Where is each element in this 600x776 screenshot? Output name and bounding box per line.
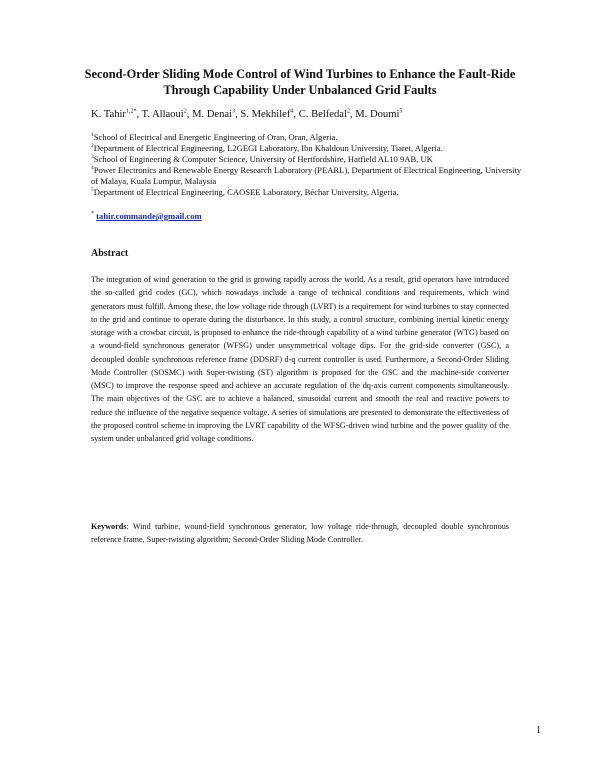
keywords-label: Keywords [91,522,127,531]
author-mark: 3 [232,108,236,115]
affiliation: $^2$Department of Electrical Engineering, L2GEGI Laboratory, Ibn Khaldoun University, Tiaret, Algeria. [91,143,443,153]
paper-title: Second-Order Sliding Mode Control of Wind Turbines to Enhance the Fault-Ride Through Capability Under Unbalanced Grid Faults [84,67,516,97]
author: M. Denai$^3$, [192,108,241,120]
keywords-text: : Wind turbine, wound-field synchronous generator, low voltage ride-through, decoupled double synchronous reference frame, Super-twisting algorithm; Second-Order Sliding Mode Controller. [91,522,509,545]
corresponding-mark: * [91,211,94,218]
author-list [91,108,531,122]
abstract-heading: Abstract [91,248,129,259]
affiliation: $^4$Power Electronics and Renewable Energy Research Laboratory (PEARL), Department of Electrical Engineering, University of Malaya, Kuala Lumpur, Malaysia [91,165,522,186]
abstract-text: The integration of wind generation to the grid is growing rapidly across the world. As a result, grid operators have introduced the so-called grid codes (GC), which nowadays include a range of technical conditions and requirements, which wind generators must fulfill. Among these, the low voltage ride through (LVRT) is a requirement for wind turbines to stay connected to the grid and continue to operate during the disturbance. In this study, a control structure, combining inertial kinetic energy storage with a crowbar circuit, is proposed to enhance the ride-through capability of a wind turbine generator (WTG) based on a wound-field synchronous generator (WFSG) under unsymmetrical voltage dips. For the grid-side converter (GSC), a decoupled double synchronous reference frame (DDSRF) d-q current controller is used. Furthermore, a Second-Order Sliding Mode Controller (SOSMC) with Super-twisting (ST) algorithm is proposed for the GSC and the machine-side converter (MSC) to improve the response speed and achieve an accurate regulation of the dq-axis current components simultaneously. The main objectives of the GSC are to achieve a balanced, sinusoidal current and smooth the real and reactive powers to reduce the influence of the negative sequence voltage. A series of simulations are presented to demonstrate the effectiveness of the proposed control scheme in improving the LVRT capability of the WFSG-driven wind turbine and the power quality of the system under unbalanced grid voltage conditions. [91,275,509,443]
author: K. Tahir$^{1,2*}$, [91,108,142,120]
email-link[interactable]: tahir.commande@gmail.com [96,211,202,221]
corresponding-author [91,211,202,222]
author: M. Doumi$^5$ [355,108,403,120]
author-mark: 2 [346,108,350,115]
author: T. Allaoui$^2$, [141,108,193,120]
author: C. Belfedal$^2$, [298,108,356,120]
author-mark: 2 [183,108,187,115]
affiliation: $^1$School of Electrical and Energetic Engineering of Oran, Oran, Algeria. [91,132,338,142]
affiliation-list [91,132,527,198]
keywords [91,520,509,547]
affiliation: $^5$Department of Electrical Engineering, CAOSEE Laboratory, Béchar University, Algeria. [91,187,399,197]
page-number: 1 [536,725,541,736]
author-mark: 1,2* [125,108,137,115]
author-mark: 4 [290,108,294,115]
author-mark: 5 [399,108,403,115]
affiliation: $^3$School of Engineering & Computer Science, University of Hertfordshire, Hatfield AL10 9AB, UK [91,154,433,164]
author: S. Mekhilef$^4$, [240,108,299,120]
